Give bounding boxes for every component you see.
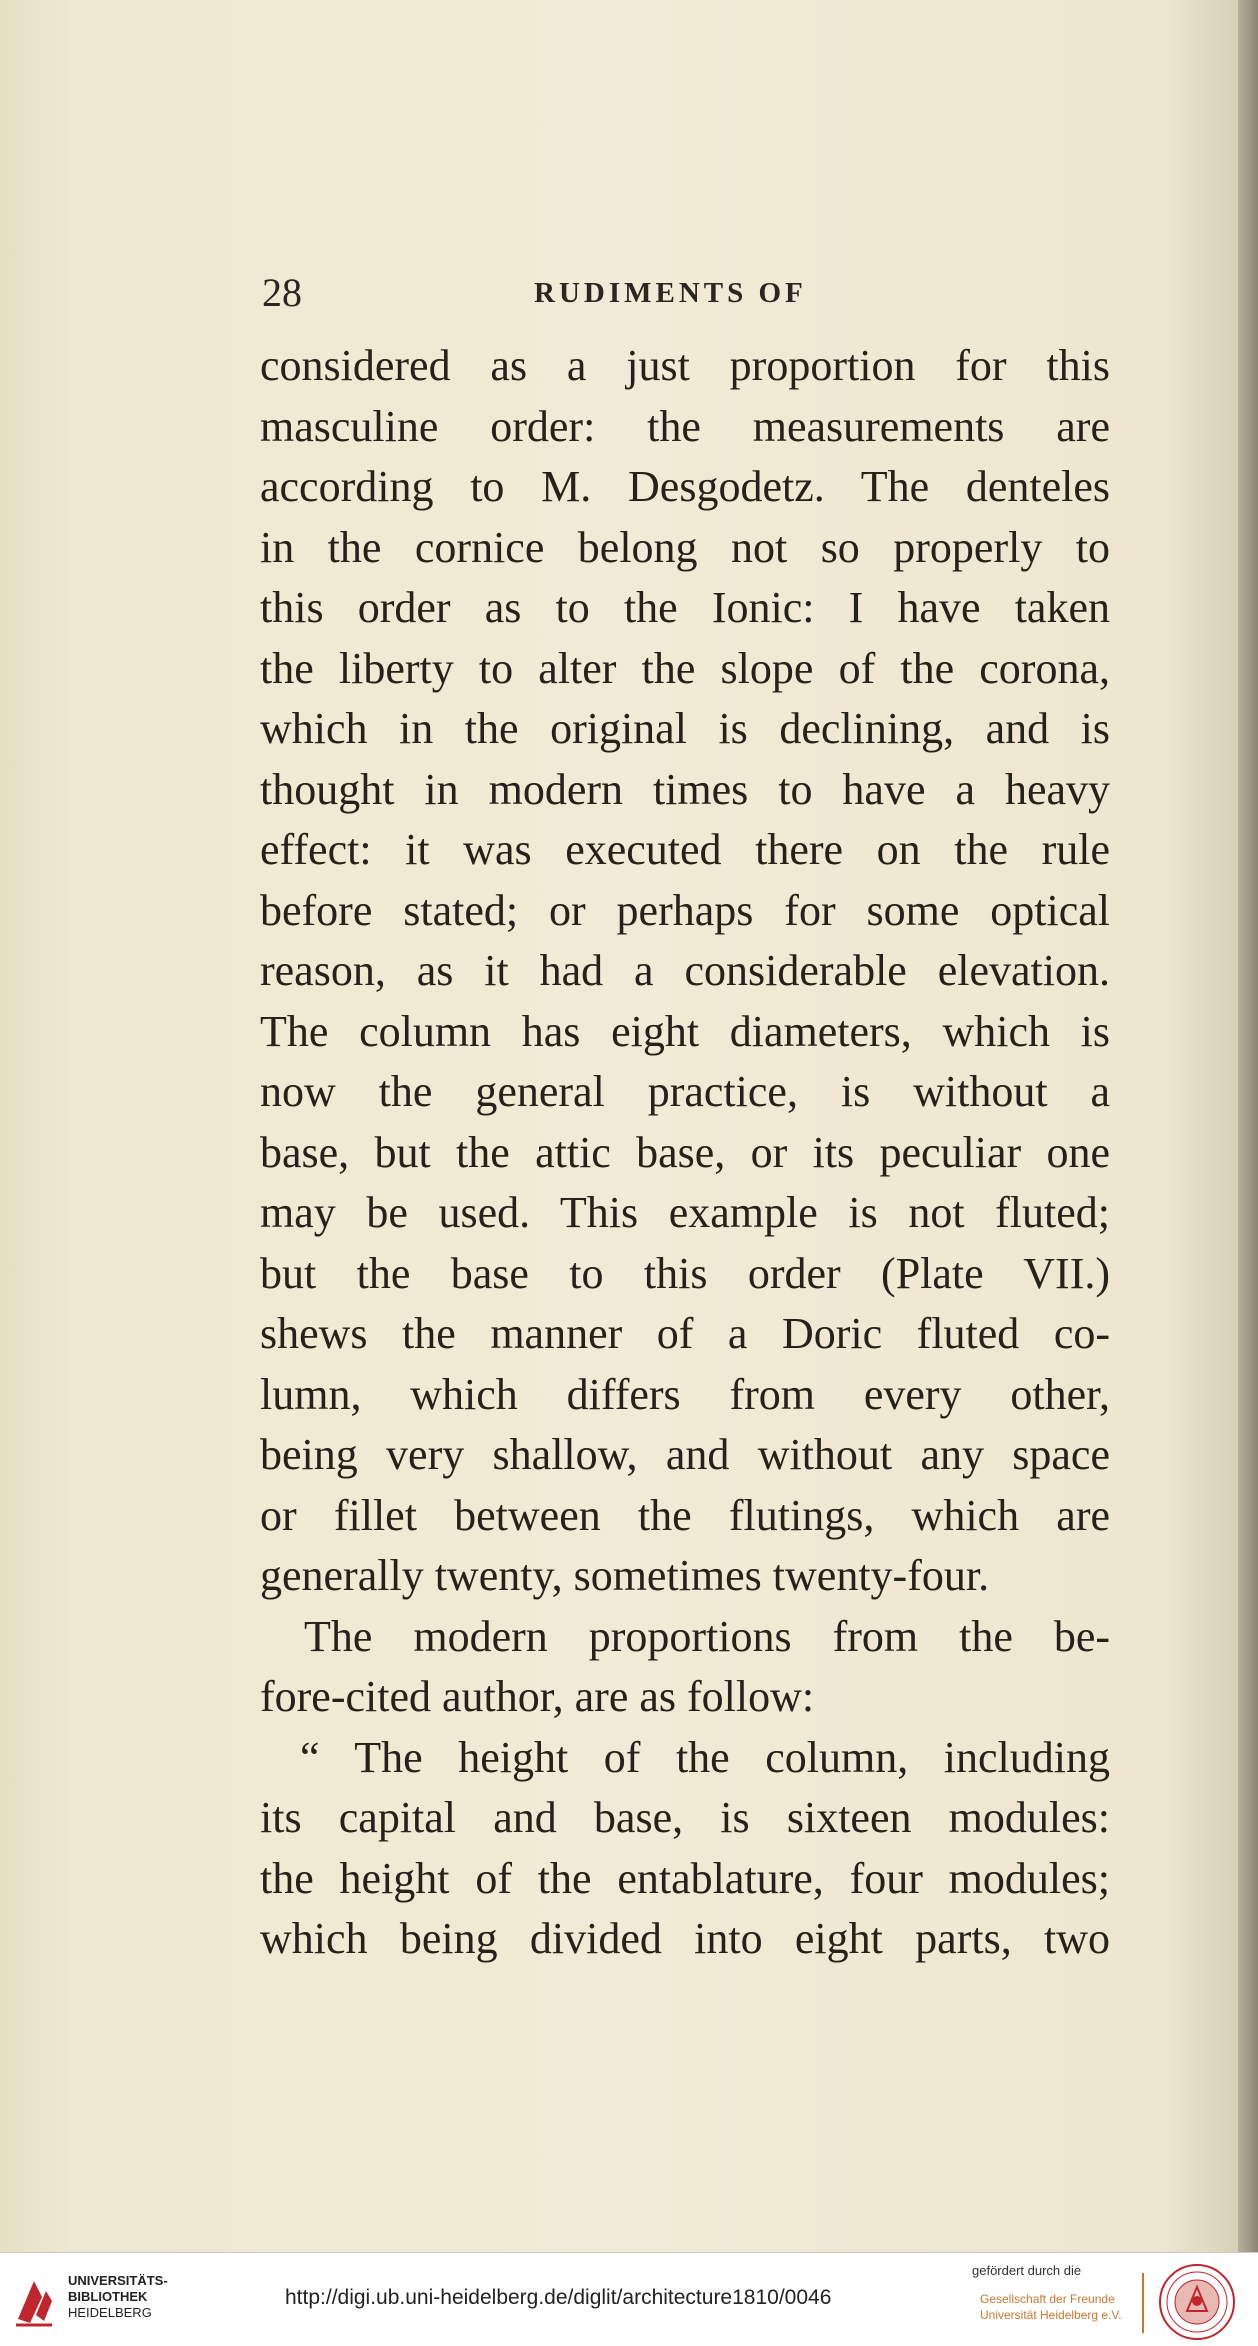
viewer-footer [0,2252,1258,2346]
text-line: being very shallow, and without any space [260,1430,1110,1479]
library-name [68,2273,168,2321]
text-line: “ The height of the column, including [300,1732,1110,1782]
library-name-line: HEIDELBERG [68,2305,152,2320]
sponsor-divider [1142,2273,1144,2333]
text-line: effect: it was executed there on the rule [260,825,1110,874]
body-text [260,336,1110,1970]
text-line: The column has eight diameters, which is [260,1006,1110,1056]
text-line: its capital and base, is sixteen modules: [260,1793,1110,1842]
university-seal-icon [1158,2263,1236,2341]
permalink-url[interactable]: http://digi.ub.uni-heidelberg.de/diglit/architecture1810/0046 [285,2286,832,2309]
page-number: 28 [262,270,302,315]
text-line: generally twenty, sometimes twenty-four. [260,1551,990,1600]
text-line: the height of the entablature, four modules; [260,1853,1110,1903]
text-line: base, but the attic base, or its peculiar one [260,1127,1110,1177]
sponsor-caption: gefördert durch die [972,2263,1082,2278]
library-name-line: BIBLIOTHEK [68,2289,148,2304]
text-line: considered as a just proportion for this [260,341,1110,390]
sponsor-name-line: Gesellschaft der Freunde [980,2292,1115,2306]
text-line: thought in modern times to have a heavy [260,764,1110,814]
text-line: which being divided into eight parts, two [260,1914,1110,1963]
text-line: shews the manner of a Doric fluted co- [260,1309,1110,1358]
text-line: the liberty to alter the slope of the corona, [260,643,1110,693]
text-line: The modern proportions from the be- [304,1611,1110,1661]
sponsor-name-line: Universität Heidelberg e.V. [980,2308,1122,2322]
page-header [262,268,1122,318]
text-line: lumn, which differs from every other, [260,1369,1110,1419]
text-line: may be used. This example is not fluted; [260,1188,1110,1237]
running-head: RUDIMENTS OF [534,277,807,309]
library-logo-icon [12,2271,56,2329]
text-line: before stated; or perhaps for some optical [260,885,1110,935]
text-line: according to M. Desgodetz. The denteles [260,462,1110,511]
sponsor-name [980,2291,1122,2323]
text-line: fore-cited author, are as follow: [260,1672,815,1721]
page-edge [1238,0,1258,2252]
text-line: this order as to the Ionic: I have taken [260,583,1110,632]
text-line: reason, as it had a considerable elevation. [260,946,1110,995]
text-line: but the base to this order (Plate VII.) [260,1248,1110,1298]
text-line: which in the original is declining, and is [260,704,1110,753]
text-line: or fillet between the flutings, which are [260,1490,1110,1540]
text-line: in the cornice belong not so properly to [260,522,1110,572]
text-line: masculine order: the measurements are [260,401,1110,451]
library-name-line: UNIVERSITÄTS- [68,2273,168,2288]
text-line: now the general practice, is without a [260,1067,1110,1116]
